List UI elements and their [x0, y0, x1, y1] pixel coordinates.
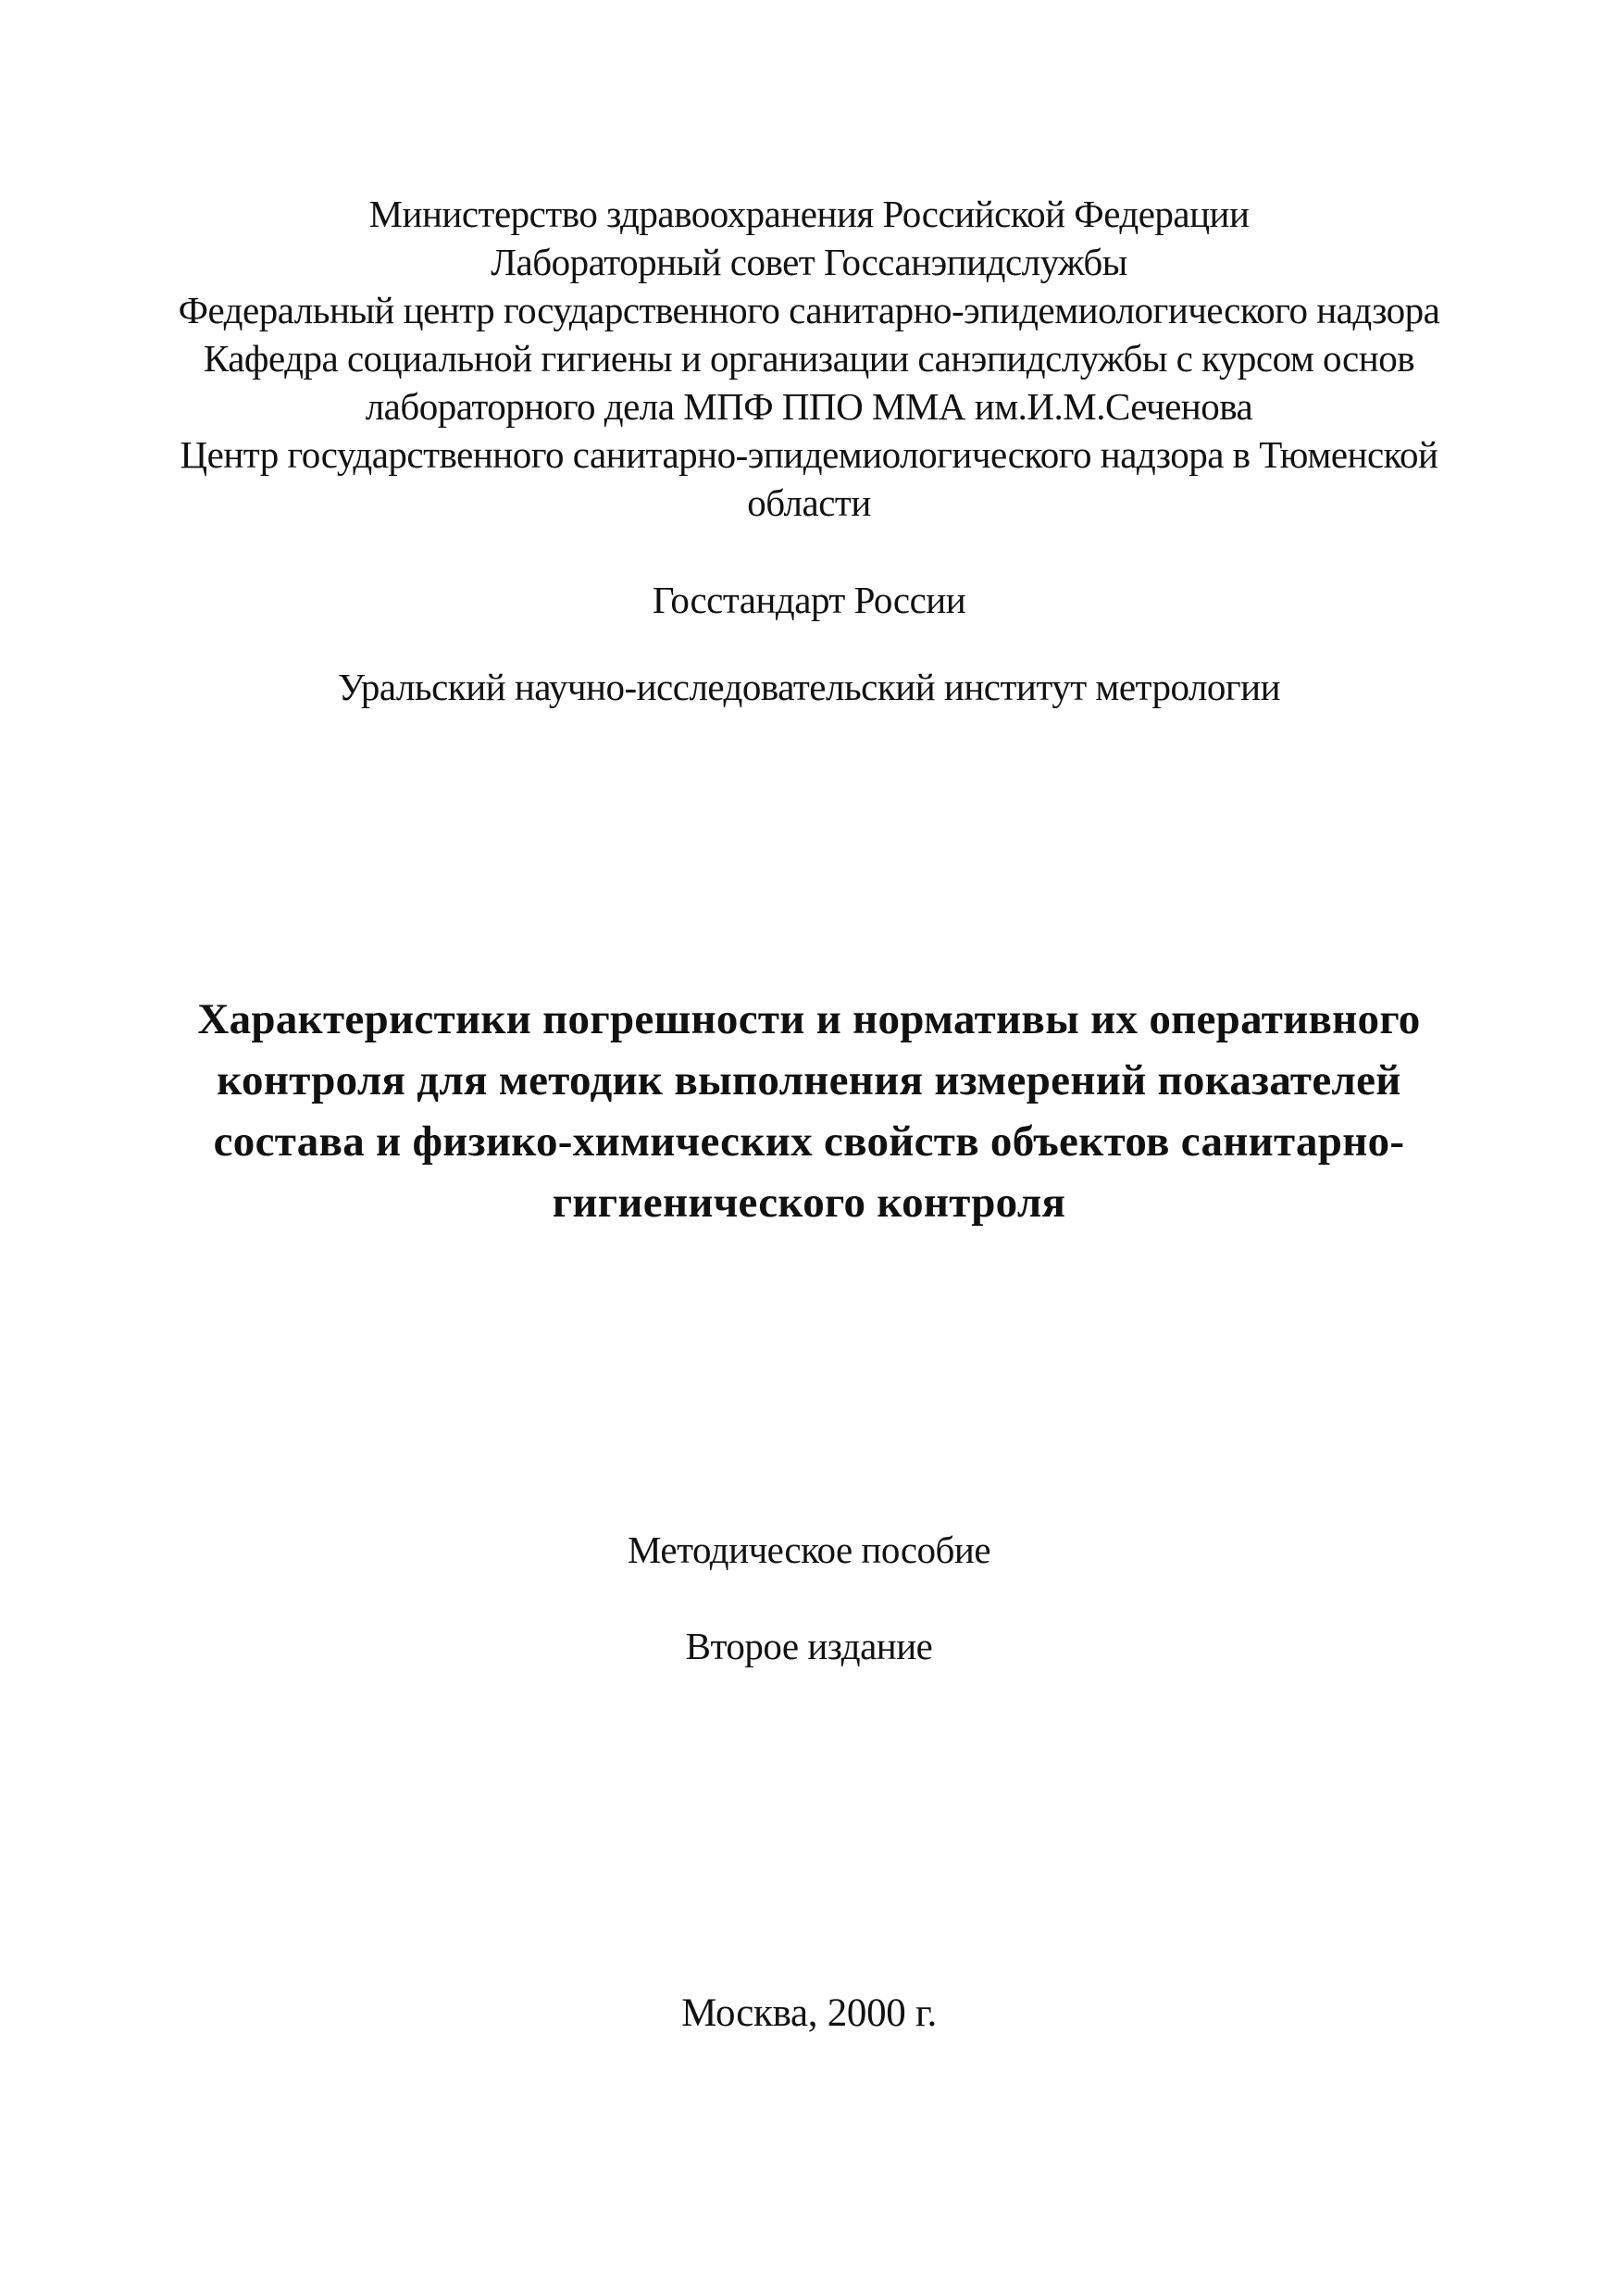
org-line: Кафедра социальной гигиены и организации санэпидслужбы с курсом основ: [203, 337, 1415, 380]
document-type: Методическое пособие: [627, 1529, 991, 1571]
org-line: Лабораторный совет Госсанэпидслужбы: [491, 241, 1127, 283]
edition: Второе издание: [685, 1625, 933, 1667]
document-title: [139, 989, 1479, 1233]
org-line: области: [747, 481, 871, 524]
title-line: Характеристики погрешности и нормативы их оперативного: [197, 995, 1421, 1043]
standards-agency: Госстандарт России: [652, 579, 966, 621]
place-and-year: Москва, 2000 г.: [681, 1991, 937, 2035]
title-line: гигиенического контроля: [552, 1179, 1066, 1227]
org-line: Федеральный центр государственного санитарно-эпидемиологического надзора: [178, 289, 1440, 331]
org-line: Министерство здравоохранения Российской Федерации: [368, 193, 1250, 235]
title-line: состава и физико-химических свойств объектов санитарно-: [213, 1117, 1405, 1166]
org-line: лабораторного дела МПФ ППО ММА им.И.М.Сеченова: [365, 385, 1253, 428]
metrology-institute: Уральский научно-исследовательский институт метрологии: [337, 666, 1281, 708]
org-line: Центр государственного санитарно-эпидемиологического надзора в Тюменской: [180, 433, 1438, 476]
title-line: контроля для методик выполнения измерений показателей: [217, 1056, 1401, 1104]
issuing-organizations: [139, 190, 1479, 527]
